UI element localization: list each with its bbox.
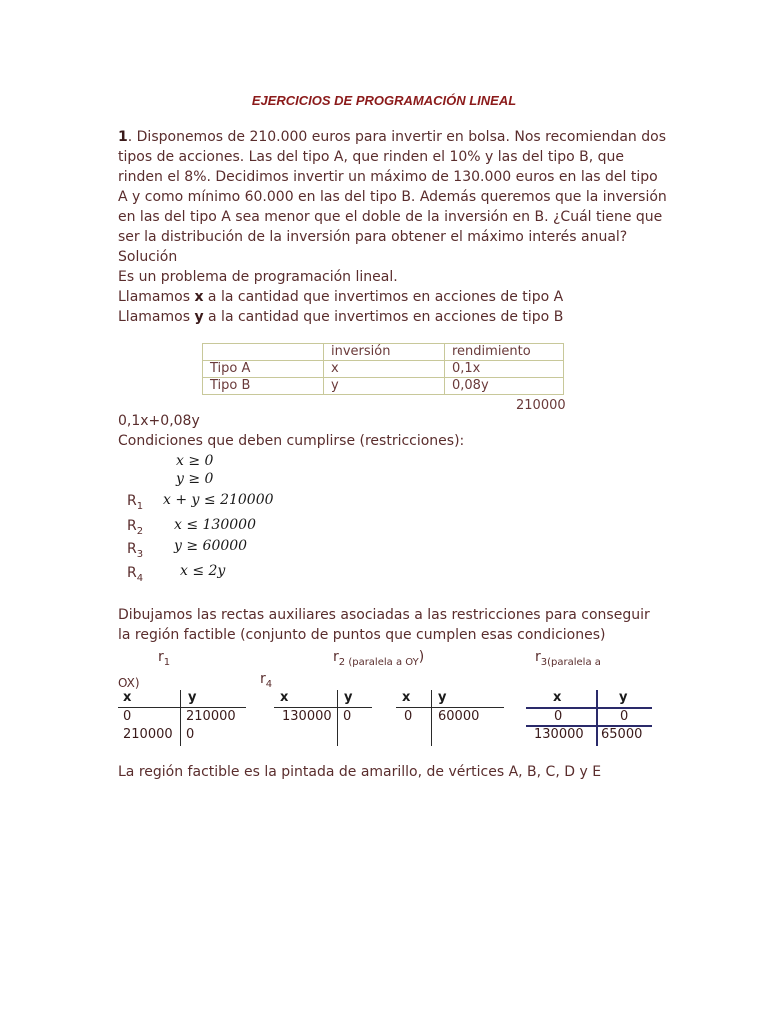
table-cell: 0 xyxy=(123,709,132,724)
header-x: x xyxy=(553,690,562,705)
header-y: y xyxy=(438,690,447,705)
solution-label: Solución xyxy=(118,249,178,265)
text: Llamamos xyxy=(118,309,195,325)
table-divider xyxy=(337,690,338,746)
subscript: 1 xyxy=(136,500,144,512)
table-cell: 60000 xyxy=(438,709,480,724)
problem-line xyxy=(118,127,666,147)
label: R xyxy=(127,493,137,509)
table-cell: 0 xyxy=(404,709,413,724)
conclusion-text xyxy=(118,762,658,782)
variable-x: x xyxy=(194,289,204,305)
variable-y-definition xyxy=(118,307,658,327)
table-cell: 130000 xyxy=(282,709,332,724)
page-title: EJERCICIOS DE PROGRAMACIÓN LINEAL xyxy=(251,93,517,108)
values-table-r2 xyxy=(274,690,374,746)
text: Llamamos xyxy=(118,289,195,305)
label: r xyxy=(158,649,164,665)
line-label-r4 xyxy=(260,671,272,690)
problem-line: en las del tipo A sea menor que el doble de la inversión en B. ¿Cuál tiene que xyxy=(118,209,663,225)
problem-number: 1 xyxy=(118,129,128,145)
label: r xyxy=(333,649,339,665)
restriction-label-r3 xyxy=(127,541,143,560)
header-x: x xyxy=(402,690,411,705)
table-cell xyxy=(203,344,324,361)
table-divider xyxy=(180,690,181,746)
objective-and-conditions xyxy=(118,411,658,451)
table-cell: 0 xyxy=(186,727,195,742)
subscript-note: (paralela a OY xyxy=(345,656,419,668)
table-row xyxy=(203,344,564,361)
line-label-r3 xyxy=(535,649,601,668)
table-divider xyxy=(526,725,652,727)
table-cell: 210000 xyxy=(123,727,173,742)
restriction-label-r1 xyxy=(127,493,143,512)
subscript-number: 2 xyxy=(338,656,346,668)
table-cell: 130000 xyxy=(534,727,584,742)
constraint-y-nonneg: y ≥ 0 xyxy=(176,471,214,487)
table-cell: 0,1x xyxy=(445,361,564,378)
subscript: 2 xyxy=(136,525,144,537)
auxiliary-lines-text xyxy=(118,605,678,645)
header-x: x xyxy=(280,690,289,705)
table-cell: 0,08y xyxy=(445,378,564,395)
table-cell: 65000 xyxy=(601,727,643,742)
conclusion-line: La región factible es la pintada de amarillo, de vértices A, B, C, D y E xyxy=(118,764,602,780)
restriction-r4: x ≤ 2y xyxy=(180,563,226,579)
restriction-r3: y ≥ 60000 xyxy=(174,538,248,554)
table-cell: Tipo A xyxy=(203,361,324,378)
investment-table xyxy=(202,343,564,395)
paragraph-line: Dibujamos las rectas auxiliares asociadas a las restricciones para conseguir xyxy=(118,607,650,623)
subscript: 3(paralela a xyxy=(540,656,601,668)
text: a la cantidad que invertimos en acciones de tipo B xyxy=(203,309,564,325)
restriction-r1: x + y ≤ 210000 xyxy=(163,492,274,508)
table-divider xyxy=(526,707,652,709)
ox-label: OX) xyxy=(118,676,140,690)
objective-function: 0,1x+0,08y xyxy=(118,413,200,429)
label: r xyxy=(260,671,266,687)
problem-statement xyxy=(118,127,667,327)
values-table-r1 xyxy=(118,690,258,746)
table-divider xyxy=(274,707,372,708)
line-label-r2 xyxy=(333,649,424,668)
table-row xyxy=(203,378,564,395)
label: r xyxy=(535,649,541,665)
subscript: 3 xyxy=(136,548,144,560)
subscript xyxy=(339,657,419,668)
label: R xyxy=(127,565,137,581)
header-x: x xyxy=(123,690,132,705)
table-divider xyxy=(431,690,432,746)
restriction-label-r4 xyxy=(127,565,143,584)
header-y: y xyxy=(188,690,197,705)
table-cell: 0 xyxy=(554,709,563,724)
subscript: 1 xyxy=(163,656,171,668)
line-label-r1 xyxy=(158,649,170,668)
problem-line: A y como mínimo 60.000 en las del tipo B. Además queremos que la inversión xyxy=(118,189,667,205)
table-divider xyxy=(596,690,598,746)
paragraph-line: la región factible (conjunto de puntos que cumplen esas condiciones) xyxy=(118,627,606,643)
subscript: 4 xyxy=(265,678,273,690)
restriction-label-r2 xyxy=(127,518,143,537)
variable-y: y xyxy=(194,309,204,325)
problem-line: ser la distribución de la inversión para obtener el máximo interés anual? xyxy=(118,229,628,245)
problem-line: rinden el 8%. Decidimos invertir un máximo de 130.000 euros en las del tipo xyxy=(118,169,658,185)
table-cell: x xyxy=(324,361,445,378)
restriction-r2: x ≤ 130000 xyxy=(174,517,256,533)
total-investment: 210000 xyxy=(516,398,566,413)
table-cell: 0 xyxy=(343,709,352,724)
values-table-r3 xyxy=(396,690,506,746)
closing-paren: ) xyxy=(418,649,425,665)
label: R xyxy=(127,518,137,534)
header-y: y xyxy=(619,690,628,705)
header-y: y xyxy=(344,690,353,705)
constraint-x-nonneg: x ≥ 0 xyxy=(176,453,214,469)
values-table-r4 xyxy=(526,690,654,746)
text: a la cantidad que invertimos en acciones de tipo A xyxy=(203,289,564,305)
label: R xyxy=(127,541,137,557)
table-cell: inversión xyxy=(324,344,445,361)
solution-intro: Es un problema de programación lineal. xyxy=(118,269,398,285)
variable-x-definition xyxy=(118,287,658,307)
table-divider xyxy=(396,707,504,708)
subscript: 4 xyxy=(136,572,144,584)
problem-line: tipos de acciones. Las del tipo A, que rinden el 10% y las del tipo B, que xyxy=(118,149,624,165)
table-cell: rendimiento xyxy=(445,344,564,361)
problem-text: . Disponemos de 210.000 euros para invertir en bolsa. Nos recomiendan dos xyxy=(127,129,666,145)
conditions-label: Condiciones que deben cumplirse (restricciones): xyxy=(118,433,465,449)
table-cell: y xyxy=(324,378,445,395)
table-divider xyxy=(118,707,246,708)
table-cell: 0 xyxy=(620,709,629,724)
table-cell: 210000 xyxy=(186,709,236,724)
table-row xyxy=(203,361,564,378)
table-cell: Tipo B xyxy=(203,378,324,395)
